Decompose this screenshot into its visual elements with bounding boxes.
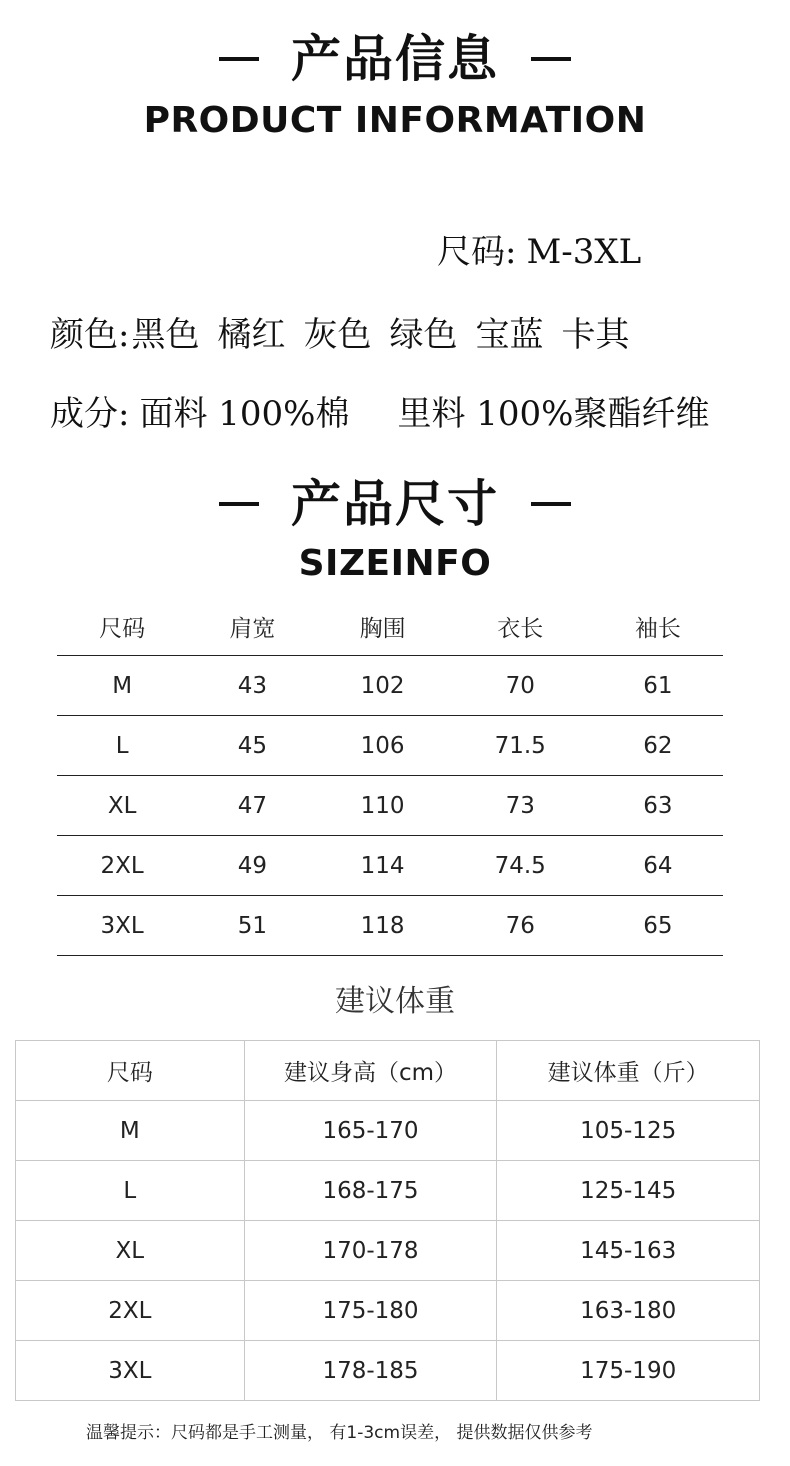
size-value: M-3XL <box>526 232 642 272</box>
heading-dash-right <box>531 502 571 506</box>
size-cell: 71.5 <box>448 716 593 776</box>
weight-cell: 3XL <box>16 1341 245 1401</box>
measurement-note: 温馨提示：尺码都是手工测量， 有1-3cm误差， 提供数据仅供参考 <box>86 1423 593 1443</box>
weight-cell: 163-180 <box>497 1281 760 1341</box>
size-cell: 63 <box>593 776 723 836</box>
size-cell: 2XL <box>57 836 187 896</box>
weight-table-row <box>16 1221 760 1281</box>
heading-dash-left <box>219 502 259 506</box>
size-header-cell: 袖长 <box>593 597 723 656</box>
size-table-row <box>57 896 723 956</box>
size-range-line <box>437 232 642 272</box>
weight-cell: 175-180 <box>244 1281 497 1341</box>
size-table-row <box>57 776 723 836</box>
size-cell: 73 <box>448 776 593 836</box>
weight-cell: 145-163 <box>497 1221 760 1281</box>
size-cell: 65 <box>593 896 723 956</box>
composition-label: 成分: <box>50 394 130 434</box>
color-option: 黑色 <box>131 315 200 355</box>
heading-dash-right <box>531 57 571 61</box>
size-label: 尺码: <box>437 232 517 272</box>
weight-table-row <box>16 1281 760 1341</box>
size-cell: 62 <box>593 716 723 776</box>
weight-header-cell: 建议身高（cm） <box>244 1041 497 1101</box>
heading-dash-left <box>219 57 259 61</box>
weight-table-row <box>16 1161 760 1221</box>
weight-header-cell: 建议体重（斤） <box>497 1041 760 1101</box>
size-cell: 70 <box>448 656 593 716</box>
size-header-cell: 胸围 <box>317 597 447 656</box>
size-info-title-cn: 产品尺寸 <box>291 475 499 533</box>
shell-fabric: 面料 100%棉 <box>139 394 350 434</box>
weight-table <box>15 1040 760 1401</box>
weight-cell: 175-190 <box>497 1341 760 1401</box>
size-info-heading <box>0 475 790 533</box>
size-cell: 114 <box>317 836 447 896</box>
weight-cell: XL <box>16 1221 245 1281</box>
size-cell: 45 <box>187 716 317 776</box>
size-header-cell: 衣长 <box>448 597 593 656</box>
size-cell: 110 <box>317 776 447 836</box>
product-info-title-en: PRODUCT INFORMATION <box>143 100 647 141</box>
weight-cell: 168-175 <box>244 1161 497 1221</box>
color-option: 宝蓝 <box>475 315 544 355</box>
weight-cell: 125-145 <box>497 1161 760 1221</box>
product-info-heading <box>0 30 790 88</box>
size-cell: 102 <box>317 656 447 716</box>
size-table <box>57 597 723 956</box>
weight-section-title: 建议体重 <box>335 984 455 1019</box>
weight-header-cell: 尺码 <box>16 1041 245 1101</box>
weight-cell: 2XL <box>16 1281 245 1341</box>
weight-table-row <box>16 1341 760 1401</box>
composition-line <box>50 394 710 434</box>
size-table-row <box>57 656 723 716</box>
color-option: 橘红 <box>217 315 286 355</box>
size-table-row <box>57 716 723 776</box>
size-cell: 51 <box>187 896 317 956</box>
colors-line <box>50 315 630 355</box>
weight-cell: 178-185 <box>244 1341 497 1401</box>
weight-cell: M <box>16 1101 245 1161</box>
weight-table-row <box>16 1101 760 1161</box>
size-table-header-row <box>57 597 723 656</box>
size-cell: XL <box>57 776 187 836</box>
weight-cell: L <box>16 1161 245 1221</box>
size-cell: 106 <box>317 716 447 776</box>
size-cell: 76 <box>448 896 593 956</box>
color-label: 颜色: <box>50 315 130 355</box>
size-cell: 43 <box>187 656 317 716</box>
size-cell: 74.5 <box>448 836 593 896</box>
size-info-title-en: SIZEINFO <box>298 543 492 584</box>
size-cell: 47 <box>187 776 317 836</box>
color-option: 灰色 <box>303 315 372 355</box>
size-cell: 3XL <box>57 896 187 956</box>
size-cell: 118 <box>317 896 447 956</box>
size-table-row <box>57 836 723 896</box>
product-info-title-cn: 产品信息 <box>291 30 499 88</box>
size-cell: 49 <box>187 836 317 896</box>
size-cell: L <box>57 716 187 776</box>
weight-cell: 165-170 <box>244 1101 497 1161</box>
size-cell: 61 <box>593 656 723 716</box>
size-cell: M <box>57 656 187 716</box>
weight-table-header-row <box>16 1041 760 1101</box>
size-cell: 64 <box>593 836 723 896</box>
lining-fabric: 里料 100%聚酯纤维 <box>397 394 710 434</box>
size-header-cell: 尺码 <box>57 597 187 656</box>
weight-cell: 170-178 <box>244 1221 497 1281</box>
color-option: 绿色 <box>389 315 458 355</box>
color-option: 卡其 <box>561 315 630 355</box>
weight-cell: 105-125 <box>497 1101 760 1161</box>
size-header-cell: 肩宽 <box>187 597 317 656</box>
